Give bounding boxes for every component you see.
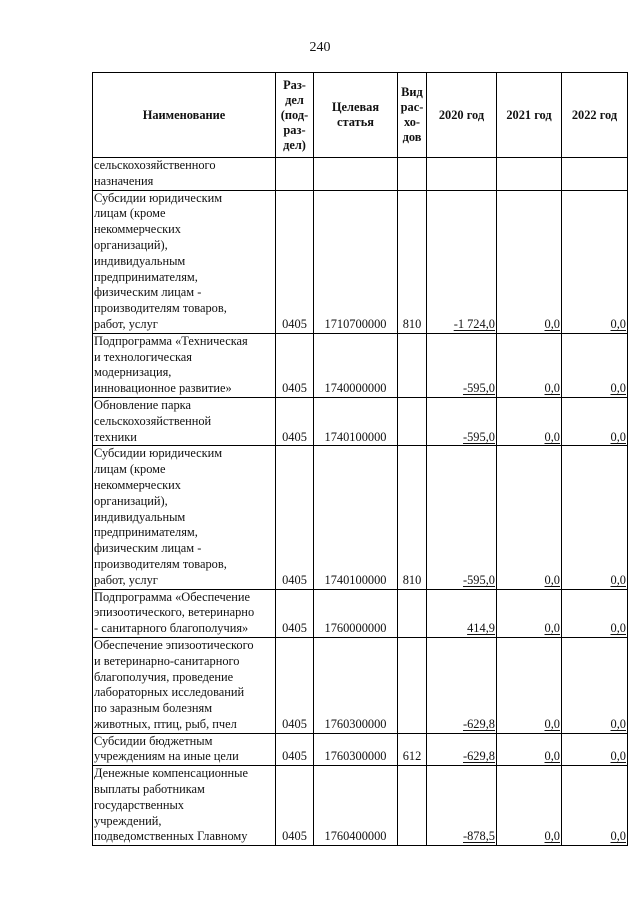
cell-2020-value: -595,0 <box>462 429 495 444</box>
cell-kind <box>398 637 427 733</box>
cell-kind <box>398 589 427 637</box>
cell-2022-value: 0,0 <box>610 316 626 331</box>
cell-2021-value: 0,0 <box>544 572 560 587</box>
cell-target: 1760300000 <box>314 733 398 766</box>
cell-kind <box>398 766 427 846</box>
cell-kind: 612 <box>398 733 427 766</box>
cell-kind <box>398 397 427 445</box>
header-2020: 2020 год <box>427 73 497 158</box>
cell-2022-value: 0,0 <box>610 381 626 396</box>
cell-2021-value: 0,0 <box>544 316 560 331</box>
cell-2020-value: -629,8 <box>462 749 495 764</box>
cell-2020 <box>427 733 497 766</box>
cell-2021 <box>497 637 562 733</box>
cell-name: Подпрограмма «Обеспечение эпизоотического, ветеринарно - санитарного благополучия» <box>93 589 276 637</box>
cell-section <box>276 158 314 191</box>
header-2021: 2021 год <box>497 73 562 158</box>
budget-table <box>92 72 628 846</box>
cell-name: Обновление парка сельскохозяйственной техники <box>93 397 276 445</box>
cell-2020-value: -629,8 <box>462 716 495 731</box>
table-row <box>93 766 628 846</box>
cell-section: 0405 <box>276 190 314 333</box>
cell-2021-value: 0,0 <box>544 716 560 731</box>
cell-2020 <box>427 190 497 333</box>
cell-section: 0405 <box>276 397 314 445</box>
cell-name: Денежные компенсационные выплаты работникам государственных учреждений, подведомственных Главному <box>93 766 276 846</box>
cell-name: Субсидии бюджетным учреждениям на иные цели <box>93 733 276 766</box>
cell-2020 <box>427 158 497 191</box>
cell-2022-value: 0,0 <box>610 829 626 844</box>
cell-2020 <box>427 397 497 445</box>
cell-2021 <box>497 397 562 445</box>
cell-name: Обеспечение эпизоотического и ветеринарно-санитарного благополучия, проведение лабораторных исследований по заразным болезням животных, птиц, рыб, пчел <box>93 637 276 733</box>
table-row <box>93 333 628 397</box>
cell-kind <box>398 333 427 397</box>
cell-target: 1710700000 <box>314 190 398 333</box>
cell-2020-value: -878,5 <box>462 829 495 844</box>
cell-section: 0405 <box>276 733 314 766</box>
cell-kind: 810 <box>398 446 427 589</box>
cell-2022 <box>562 766 628 846</box>
header-2022: 2022 год <box>562 73 628 158</box>
cell-2020-value: -1 724,0 <box>453 316 495 331</box>
table-row <box>93 589 628 637</box>
table-header-row <box>93 73 628 158</box>
table-body <box>93 158 628 846</box>
cell-2022 <box>562 589 628 637</box>
cell-2022 <box>562 397 628 445</box>
cell-name: Подпрограмма «Техническая и технологическая модернизация, инновационное развитие» <box>93 333 276 397</box>
table-row <box>93 637 628 733</box>
table-row <box>93 446 628 589</box>
cell-2020-value: -595,0 <box>462 381 495 396</box>
header-kind: Вид рас- хо- дов <box>398 73 427 158</box>
cell-target: 1760400000 <box>314 766 398 846</box>
cell-2022-value: 0,0 <box>610 572 626 587</box>
cell-kind <box>398 158 427 191</box>
cell-2022-value: 0,0 <box>610 716 626 731</box>
cell-name: сельскохозяйственного назначения <box>93 158 276 191</box>
cell-section: 0405 <box>276 446 314 589</box>
cell-2022 <box>562 446 628 589</box>
cell-2021-value: 0,0 <box>544 621 560 636</box>
cell-2021-value: 0,0 <box>544 381 560 396</box>
cell-2020 <box>427 589 497 637</box>
cell-name: Субсидии юридическим лицам (кроме некоммерческих организаций), индивидуальным предпринимателям, физическим лицам - производителям товаров, работ, услуг <box>93 190 276 333</box>
header-target: Целевая статья <box>314 73 398 158</box>
cell-target: 1760300000 <box>314 637 398 733</box>
cell-target: 1760000000 <box>314 589 398 637</box>
cell-2020 <box>427 637 497 733</box>
cell-2021 <box>497 158 562 191</box>
cell-2020-value: -595,0 <box>462 572 495 587</box>
cell-2022-value: 0,0 <box>610 621 626 636</box>
cell-section: 0405 <box>276 766 314 846</box>
cell-2021 <box>497 733 562 766</box>
cell-target: 1740100000 <box>314 446 398 589</box>
cell-2022 <box>562 190 628 333</box>
cell-2022-value: 0,0 <box>610 429 626 444</box>
table-row <box>93 190 628 333</box>
cell-section: 0405 <box>276 333 314 397</box>
cell-2020 <box>427 766 497 846</box>
cell-2022 <box>562 637 628 733</box>
cell-2021 <box>497 766 562 846</box>
cell-2021 <box>497 589 562 637</box>
table-row <box>93 158 628 191</box>
header-name: Наименование <box>93 73 276 158</box>
cell-name: Субсидии юридическим лицам (кроме некоммерческих организаций), индивидуальным предпринимателям, физическим лицам - производителям товаров, работ, услуг <box>93 446 276 589</box>
cell-target <box>314 158 398 191</box>
cell-2022 <box>562 333 628 397</box>
cell-kind: 810 <box>398 190 427 333</box>
cell-2022 <box>562 158 628 191</box>
cell-target: 1740000000 <box>314 333 398 397</box>
cell-2020 <box>427 333 497 397</box>
cell-2021 <box>497 333 562 397</box>
cell-2020 <box>427 446 497 589</box>
header-section: Раз- дел (под- раз- дел) <box>276 73 314 158</box>
cell-target: 1740100000 <box>314 397 398 445</box>
cell-2021 <box>497 446 562 589</box>
cell-2021-value: 0,0 <box>544 829 560 844</box>
table-row <box>93 397 628 445</box>
cell-2021 <box>497 190 562 333</box>
cell-2020-value: 414,9 <box>467 621 495 636</box>
cell-2022-value: 0,0 <box>610 749 626 764</box>
page-number: 240 <box>309 40 331 55</box>
cell-2021-value: 0,0 <box>544 429 560 444</box>
cell-2022 <box>562 733 628 766</box>
cell-2021-value: 0,0 <box>544 749 560 764</box>
cell-section: 0405 <box>276 637 314 733</box>
table-row <box>93 733 628 766</box>
cell-section: 0405 <box>276 589 314 637</box>
